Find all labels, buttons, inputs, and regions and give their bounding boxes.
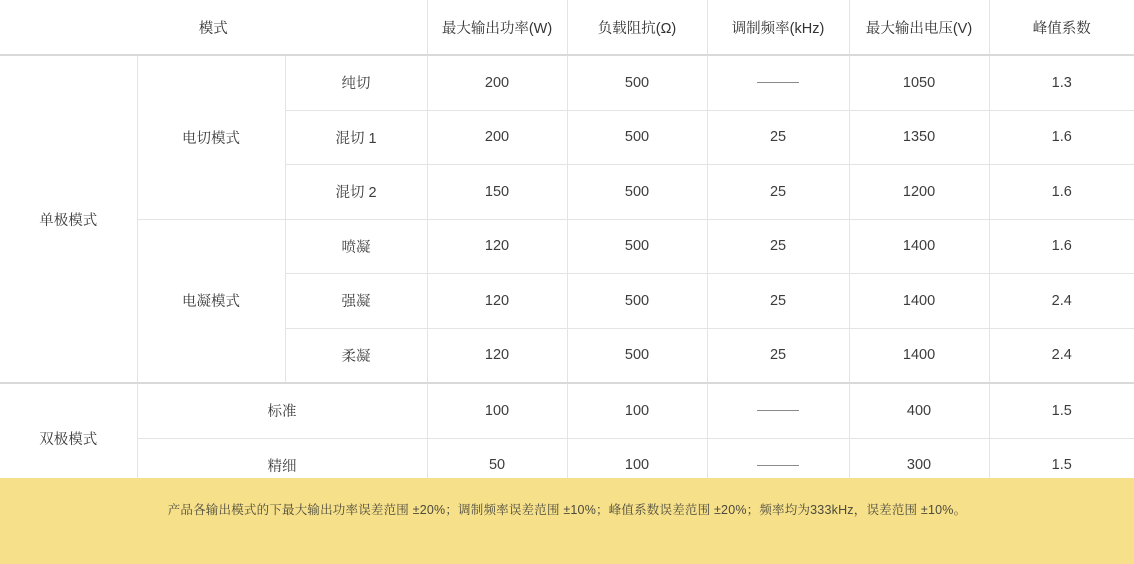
cell-impedance: 500 [567,274,707,329]
cell-impedance: 500 [567,165,707,220]
cell-crest: 1.5 [989,438,1134,493]
group-label-monopolar: 单极模式 [0,55,137,383]
cell-voltage: 1400 [849,219,989,274]
cell-mode: 柔凝 [285,328,427,383]
group-label-bipolar: 双极模式 [0,383,137,493]
cell-frequency: 25 [707,110,849,165]
subgroup-label-cut: 电切模式 [137,55,285,219]
cell-frequency: 25 [707,219,849,274]
cell-mode: 纯切 [285,55,427,110]
cell-impedance: 100 [567,383,707,438]
cell-crest: 1.6 [989,165,1134,220]
cell-mode: 混切 2 [285,165,427,220]
table-row [0,383,1134,438]
dash-icon [757,82,799,83]
header-crest-factor: 峰值系数 [989,0,1134,55]
footnote-text: 产品各输出模式的下最大输出功率误差范围 ±20%；调制频率误差范围 ±10%；峰值系数误差范围 ±20%；频率均为333kHz，误差范围 ±10%。 [167,503,967,517]
cell-voltage: 1400 [849,328,989,383]
cell-power: 120 [427,328,567,383]
table-header-row [0,0,1134,55]
cell-voltage: 400 [849,383,989,438]
dash-icon [757,465,799,466]
footnote-banner [0,478,1134,564]
dash-icon [757,410,799,411]
cell-crest: 1.3 [989,55,1134,110]
cell-crest: 1.5 [989,383,1134,438]
cell-mode: 强凝 [285,274,427,329]
cell-power: 100 [427,383,567,438]
table-row [0,219,1134,274]
cell-voltage: 1400 [849,274,989,329]
cell-crest: 1.6 [989,219,1134,274]
footnote-banner-shape [0,478,1134,564]
cell-crest: 2.4 [989,328,1134,383]
cell-frequency: 25 [707,328,849,383]
header-load-impedance: 负载阻抗(Ω) [567,0,707,55]
cell-power: 120 [427,219,567,274]
cell-mode: 混切 1 [285,110,427,165]
cell-impedance: 100 [567,438,707,493]
cell-impedance: 500 [567,55,707,110]
cell-frequency: 25 [707,165,849,220]
cell-frequency: 25 [707,274,849,329]
cell-power: 120 [427,274,567,329]
cell-mode: 精细 [137,438,427,493]
cell-voltage: 1350 [849,110,989,165]
subgroup-label-coagulation: 电凝模式 [137,219,285,383]
cell-impedance: 500 [567,110,707,165]
header-max-power: 最大输出功率(W) [427,0,567,55]
cell-crest: 1.6 [989,110,1134,165]
header-max-voltage: 最大输出电压(V) [849,0,989,55]
cell-power: 200 [427,110,567,165]
cell-mode: 标准 [137,383,427,438]
cell-mode: 喷凝 [285,219,427,274]
cell-power: 50 [427,438,567,493]
cell-frequency [707,55,849,110]
cell-impedance: 500 [567,219,707,274]
cell-power: 200 [427,55,567,110]
cell-frequency [707,383,849,438]
cell-voltage: 1050 [849,55,989,110]
header-modulation-frequency: 调制频率(kHz) [707,0,849,55]
header-mode: 模式 [0,0,427,55]
cell-power: 150 [427,165,567,220]
cell-voltage: 300 [849,438,989,493]
cell-voltage: 1200 [849,165,989,220]
cell-crest: 2.4 [989,274,1134,329]
cell-impedance: 500 [567,328,707,383]
table-row [0,55,1134,110]
